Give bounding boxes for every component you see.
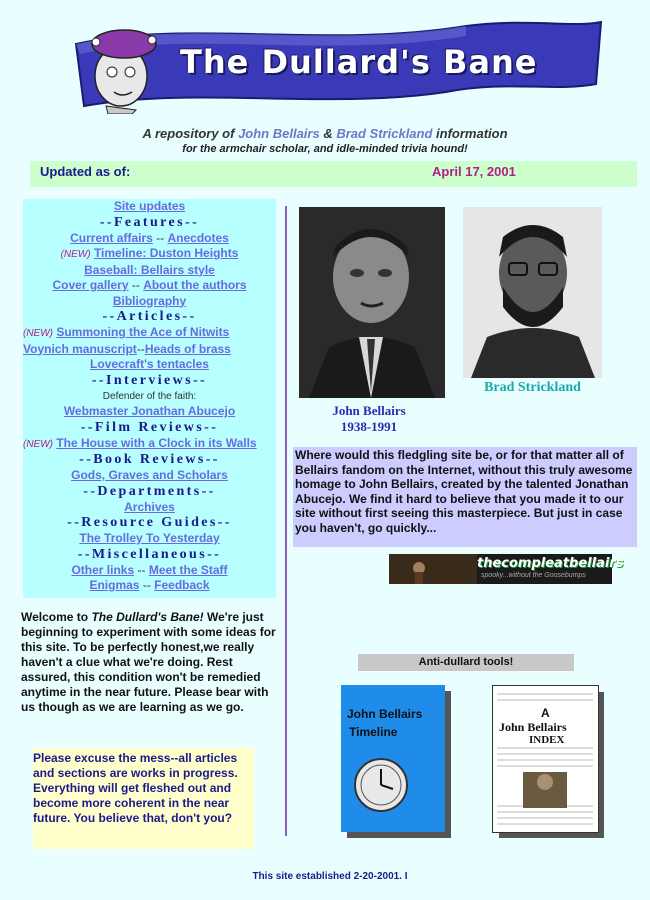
welcome-text [21,610,283,715]
homage-text: Where would this fledgling site be, or for that matter all of Bellairs fandom on the Internet, without this truly awesome homage to John Bellairs, created by the talented Jonathan Abucejo. We find it hard to believe that you made it to our site without first seeing this masterpiece. But just in case you haven't, go quickly... [295,448,633,535]
tagline-bellairs: John Bellairs [238,126,320,141]
new-badge: (NEW) [23,328,53,339]
nav-voynich[interactable]: Voynich manuscript [23,341,137,356]
nav-separator: -- [152,230,168,245]
index-card-subtitle: INDEX [529,734,565,746]
nav-archives[interactable]: Archives [124,499,175,514]
index-link[interactable] [492,685,599,833]
nav-anecdotes[interactable]: Anecdotes [167,230,229,245]
nav-site-updates[interactable]: Site updates [113,199,186,213]
nav-heading-articles: --Articles-- [102,309,197,324]
nav-summoning[interactable]: Summoning the Ace of Nitwits [56,325,230,339]
updated-date: April 17, 2001 [432,164,516,179]
nav-cover-gallery[interactable]: Cover gallery [52,278,129,292]
welcome-body: We're just beginning to experiment with some ideas for this site. To be perfectly honest,we really haven't a clue what we're doing. Rest assured, this condition won't be remedied anytime in the near future. Please bear with us though as we are learning as we go. [21,610,276,714]
column-divider [285,206,287,836]
nav-lovecraft[interactable]: Lovecraft's tentacles [90,357,209,371]
site-navigation [23,199,276,598]
bellairs-years: 1938-1991 [340,419,398,434]
nav-separator: -- [139,578,155,592]
nav-separator: -- [136,341,145,356]
anti-dullard-tools-header: Anti-dullard tools! [358,654,574,671]
nav-enigmas[interactable]: Enigmas [89,578,140,592]
compleat-bellairs-link[interactable] [389,554,624,584]
bellairs-photo [299,207,445,398]
banner-title: The Dullard's Bane [180,43,538,81]
welcome-site-name: The Dullard's Bane! [91,610,204,624]
nav-about-authors[interactable]: About the authors [143,278,247,292]
updated-bar [30,161,637,187]
new-badge: (NEW) [60,249,91,260]
tagline-strickland: Brad Strickland [336,126,433,141]
tagline-suffix: information [432,126,508,141]
nav-heading-departments: --Departments-- [83,483,216,499]
nav-separator: -- [134,562,149,577]
nav-heading-books: --Book Reviews-- [79,452,220,467]
nav-feedback[interactable]: Feedback [154,578,210,592]
nav-baseball[interactable]: Baseball: Bellairs style [84,262,215,277]
nav-timeline[interactable]: Timeline: Duston Heights [93,246,239,260]
nav-heads-brass[interactable]: Heads of brass [144,341,231,356]
nav-heading-interviews: --Interviews-- [91,372,208,388]
nav-heading-film: --Film Reviews-- [80,419,219,435]
nav-heading-misc: --Miscellaneous-- [77,546,222,562]
timeline-link[interactable] [341,685,445,832]
nav-trolley[interactable]: The Trolley To Yesterday [79,531,220,545]
nav-other-links[interactable]: Other links [71,562,135,577]
tagline-amp: & [319,126,337,141]
index-card-title: John Bellairs [499,720,567,734]
nav-meet-staff[interactable]: Meet the Staff [148,562,228,577]
nav-heading-resources: --Resource Guides-- [67,515,232,530]
nav-house-clock[interactable]: The House with a Clock in its Walls [56,435,257,450]
updated-label: Updated as of: [40,164,131,179]
nav-bibliography[interactable]: Bibliography [112,293,187,308]
nav-heading-features: --Features-- [99,214,200,230]
site-footer: This site established 2-20-2001. I [252,871,408,882]
compleat-logo-text: thecompleatbellairs [477,556,624,571]
nav-defender-label: Defender of the faith: [102,390,197,402]
compleat-figure-icon [389,554,477,584]
nav-webmaster[interactable]: Webmaster Jonathan Abucejo [63,404,236,418]
tagline-prefix: A repository of [142,126,239,141]
nav-gods-graves[interactable]: Gods, Graves and Scholars [71,468,228,482]
strickland-photo [463,207,602,378]
bellairs-name: John Bellairs [332,403,406,418]
index-card-letter: A [541,706,550,720]
new-badge: (NEW) [23,438,53,450]
site-tagline [0,126,650,141]
nav-separator: -- [128,278,144,292]
mess-notice [33,748,254,849]
strickland-caption: Brad Strickland [484,380,581,395]
site-subtagline: for the armchair scholar, and idle-minded trivia hound! [182,143,468,155]
welcome-intro: Welcome to [21,610,92,624]
homage-box [293,447,637,547]
bellairs-caption [299,403,439,435]
compleat-logo-subtext: spooky...without the Goosebumps [481,572,586,579]
timeline-card-title: John Bellairs [347,707,423,721]
nav-current-affairs[interactable]: Current affairs [70,230,153,245]
timeline-card-subtitle: Timeline [349,725,398,739]
mess-notice-text: Please excuse the mess--all articles and sections are works in progress. Everything will get fleshed out and become more coherent in the near future. You believe that, don't you? [33,751,238,825]
